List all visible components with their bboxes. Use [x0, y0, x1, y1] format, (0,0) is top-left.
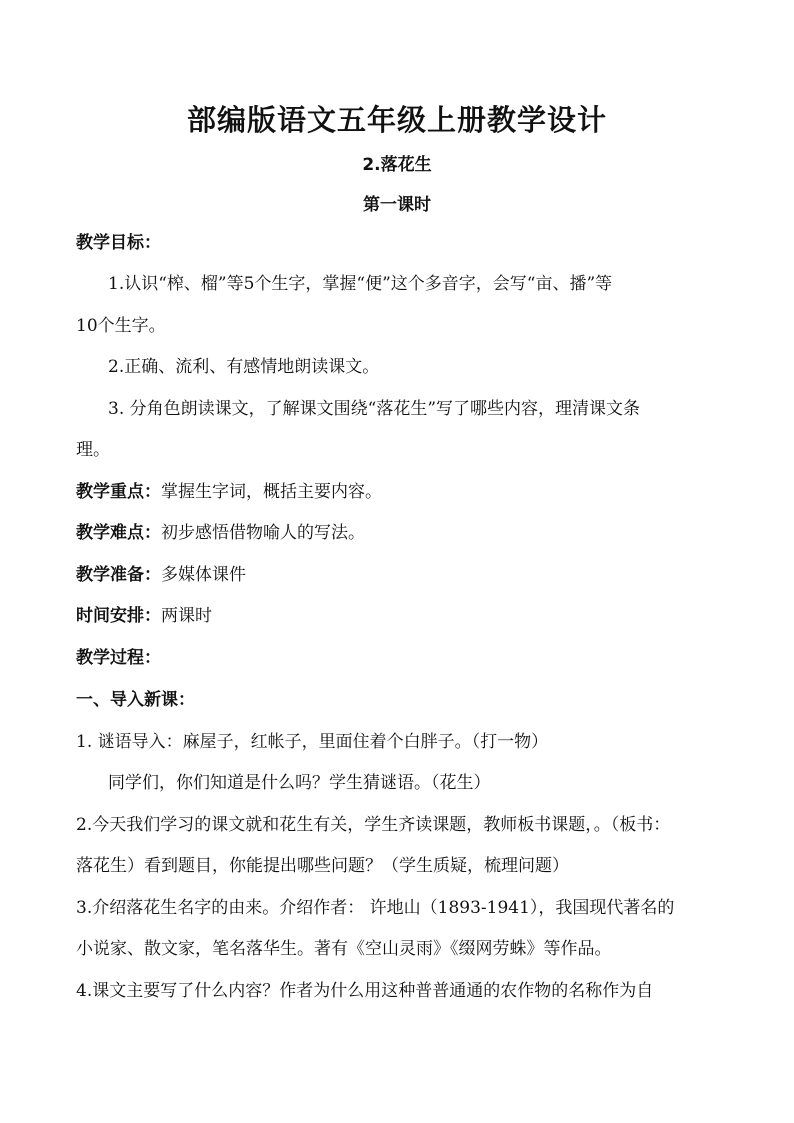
teaching-key-point: [76, 480, 726, 504]
period-title: 第一课时: [363, 195, 431, 215]
objective-3-line2: 理。: [76, 440, 110, 460]
teaching-difficulty: [76, 521, 726, 545]
step1-line1: 1. 谜语导入：麻屋子，红帐子，里面住着个白胖子。（打一物）: [76, 732, 549, 752]
time-arrangement: [76, 604, 726, 628]
prep-label: 教学准备：: [76, 565, 161, 585]
objective-2: 2.正确、流利、有感情地朗读课文。: [108, 357, 380, 377]
key-label: 教学重点：: [76, 482, 161, 502]
difficulty-text: 初步感悟借物喻人的写法。: [161, 523, 365, 543]
step2-line2: 落花生）看到题目，你能提出哪些问题？（学生质疑，梳理问题）: [76, 856, 569, 876]
prep-text: 多媒体课件: [161, 565, 246, 585]
time-label: 时间安排：: [76, 606, 161, 626]
document-title: 部编版语文五年级上册教学设计: [186, 103, 607, 137]
objective-3-line1: 3. 分角色朗读课文，了解课文围绕“落花生”写了哪些内容，理清课文条: [108, 399, 641, 419]
section1-heading: 一、导入新课：: [76, 690, 195, 710]
key-text: 掌握生字词，概括主要内容。: [161, 482, 382, 502]
difficulty-label: 教学难点：: [76, 523, 161, 543]
objective-1-line2: 10个生字。: [76, 316, 166, 336]
objectives-heading: 教学目标：: [76, 233, 161, 253]
process-heading: 教学过程：: [76, 648, 161, 668]
step3-line1: 3.介绍落花生名字的由来。介绍作者： 许地山（1893-1941），我国现代著名的: [76, 898, 675, 918]
step3-line2: 小说家、散文家，笔名落华生。著有《空山灵雨》《缀网劳蛛》等作品。: [76, 939, 612, 959]
time-text: 两课时: [161, 606, 212, 626]
step2-line1: 2.今天我们学习的课文就和花生有关，学生齐读课题，教师板书课题，。（板书：: [76, 815, 671, 835]
teaching-preparation: [76, 563, 726, 587]
step1-line2: 同学们，你们知道是什么吗？学生猜谜语。（花生）: [108, 773, 491, 793]
step4-line1: 4.课文主要写了什么内容？作者为什么用这种普普通通的农作物的名称作为自: [76, 981, 654, 1001]
objective-1-line1: 1.认识“榨、榴”等5个生字，掌握“便”这个多音字，会写“亩、播”等: [108, 274, 613, 294]
lesson-title: 2.落花生: [362, 155, 432, 175]
